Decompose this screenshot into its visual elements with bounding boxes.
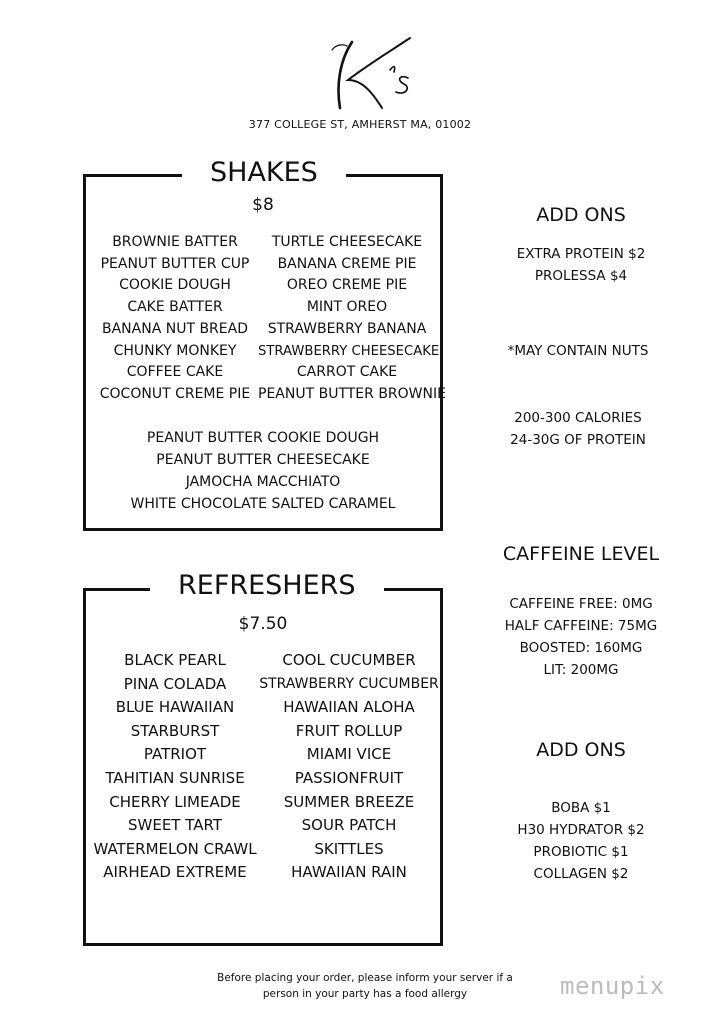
menu-item: COFFEE CAKE	[126, 364, 224, 381]
menu-item: COOL CUCUMBER	[282, 651, 416, 669]
menu-item: PINA COLADA	[123, 674, 227, 693]
menu-item: SUMMER BREEZE	[283, 792, 415, 811]
menu-item: STRAWBERRY CUCUMBER	[259, 675, 439, 692]
shakes-bottom-list	[103, 427, 423, 515]
menu-item: BROWNIE BATTER	[112, 234, 238, 250]
logo	[300, 30, 440, 115]
nutrition-item: 24-30G OF PROTEIN	[510, 432, 646, 448]
refreshers-title: REFRESHERS	[150, 571, 384, 601]
menu-item: BANANA CREME PIE	[277, 255, 417, 272]
menu-item: WHITE CHOCOLATE SALTED CARAMEL	[130, 496, 396, 512]
menu-item: HAWAIIAN RAIN	[291, 863, 407, 882]
addon-item: PROLESSA $4	[534, 268, 628, 284]
menu-item: BANANA NUT BREAD	[102, 320, 248, 337]
caffeine-item: CAFFEINE FREE: 0MG	[509, 596, 653, 612]
allergy-note: *MAY CONTAIN NUTS	[507, 343, 649, 359]
shakes-title: SHAKES	[182, 158, 346, 188]
menu-item: MINT OREO	[306, 299, 388, 316]
menu-item: FRUIT ROLLUP	[295, 721, 403, 740]
caffeine-item: LIT: 200MG	[543, 662, 619, 678]
caffeine-item: BOOSTED: 160MG	[519, 640, 643, 656]
addon-item: H30 HYDRATOR $2	[517, 822, 645, 838]
menu-item: COOKIE DOUGH	[119, 277, 231, 294]
shakes-price: $8	[252, 195, 274, 215]
menu-item: AIRHEAD EXTREME	[103, 863, 247, 882]
menu-item: COCONUT CREME PIE	[99, 385, 251, 402]
menu-item: PATRIOT	[143, 745, 207, 764]
menu-item: SKITTLES	[314, 839, 384, 858]
footer-line: person in your party has a food allergy	[262, 988, 468, 1000]
menu-item: CAKE BATTER	[127, 299, 223, 316]
menu-item: PEANUT BUTTER CUP	[100, 255, 250, 272]
menu-item: CHERRY LIMEADE	[109, 792, 241, 811]
menu-item: PEANUT BUTTER CHEESECAKE	[156, 452, 370, 468]
menu-item: BLACK PEARL	[124, 651, 226, 669]
menu-item: SOUR PATCH	[301, 816, 397, 835]
caffeine-item: HALF CAFFEINE: 75MG	[504, 618, 658, 634]
address: 377 COLLEGE ST, AMHERST MA, 01002	[248, 118, 472, 131]
menu-item: BLUE HAWAIIAN	[115, 698, 235, 717]
addons-heading: ADD ONS	[536, 204, 626, 226]
menu-item: STRAWBERRY CHEESECAKE	[258, 343, 440, 359]
nutrition-item: 200-300 CALORIES	[514, 410, 642, 426]
refreshers-left-list	[90, 649, 260, 885]
menu-item: CARROT CAKE	[296, 364, 398, 381]
refreshers-right-list	[258, 649, 440, 885]
addon-item: BOBA $1	[551, 800, 611, 816]
menu-item: JAMOCHA MACCHIATO	[185, 474, 341, 490]
addon-item: PROBIOTIC $1	[533, 844, 629, 860]
menu-item: MIAMI VICE	[306, 745, 392, 764]
caffeine-list	[471, 593, 691, 681]
menu-item: SWEET TART	[128, 816, 222, 835]
addons-list	[471, 243, 691, 287]
menu-item: PASSIONFRUIT	[294, 768, 404, 787]
shakes-left-list	[90, 232, 260, 406]
menu-item: OREO CREME PIE	[286, 277, 408, 294]
footer-line: Before placing your order, please inform your server if a	[217, 972, 513, 984]
addon-item: COLLAGEN $2	[533, 866, 629, 882]
addons-list-2	[471, 797, 691, 885]
refreshers-price: $7.50	[238, 614, 288, 634]
menu-item: STRAWBERRY BANANA	[267, 320, 427, 337]
caffeine-heading: CAFFEINE LEVEL	[502, 543, 660, 565]
watermark: menupix	[560, 972, 665, 1000]
shakes-right-list	[258, 232, 446, 406]
addon-item: EXTRA PROTEIN $2	[516, 246, 646, 262]
menu-item: TAHITIAN SUNRISE	[105, 768, 245, 787]
menu-item: PEANUT BUTTER COOKIE DOUGH	[146, 430, 380, 446]
allergy-footer	[210, 970, 520, 1002]
menu-item: WATERMELON CRAWL	[93, 839, 257, 858]
menu-item: CHUNKY MONKEY	[113, 342, 237, 359]
menu-item: HAWAIIAN ALOHA	[283, 698, 415, 717]
menu-item: TURTLE CHEESECAKE	[271, 234, 423, 250]
ks-script-logo	[300, 30, 440, 115]
addons-heading-2: ADD ONS	[536, 739, 626, 761]
menu-item: STARBURST	[130, 721, 220, 740]
menu-item: PEANUT BUTTER BROWNIE	[258, 385, 446, 402]
nutrition-info	[468, 407, 688, 451]
